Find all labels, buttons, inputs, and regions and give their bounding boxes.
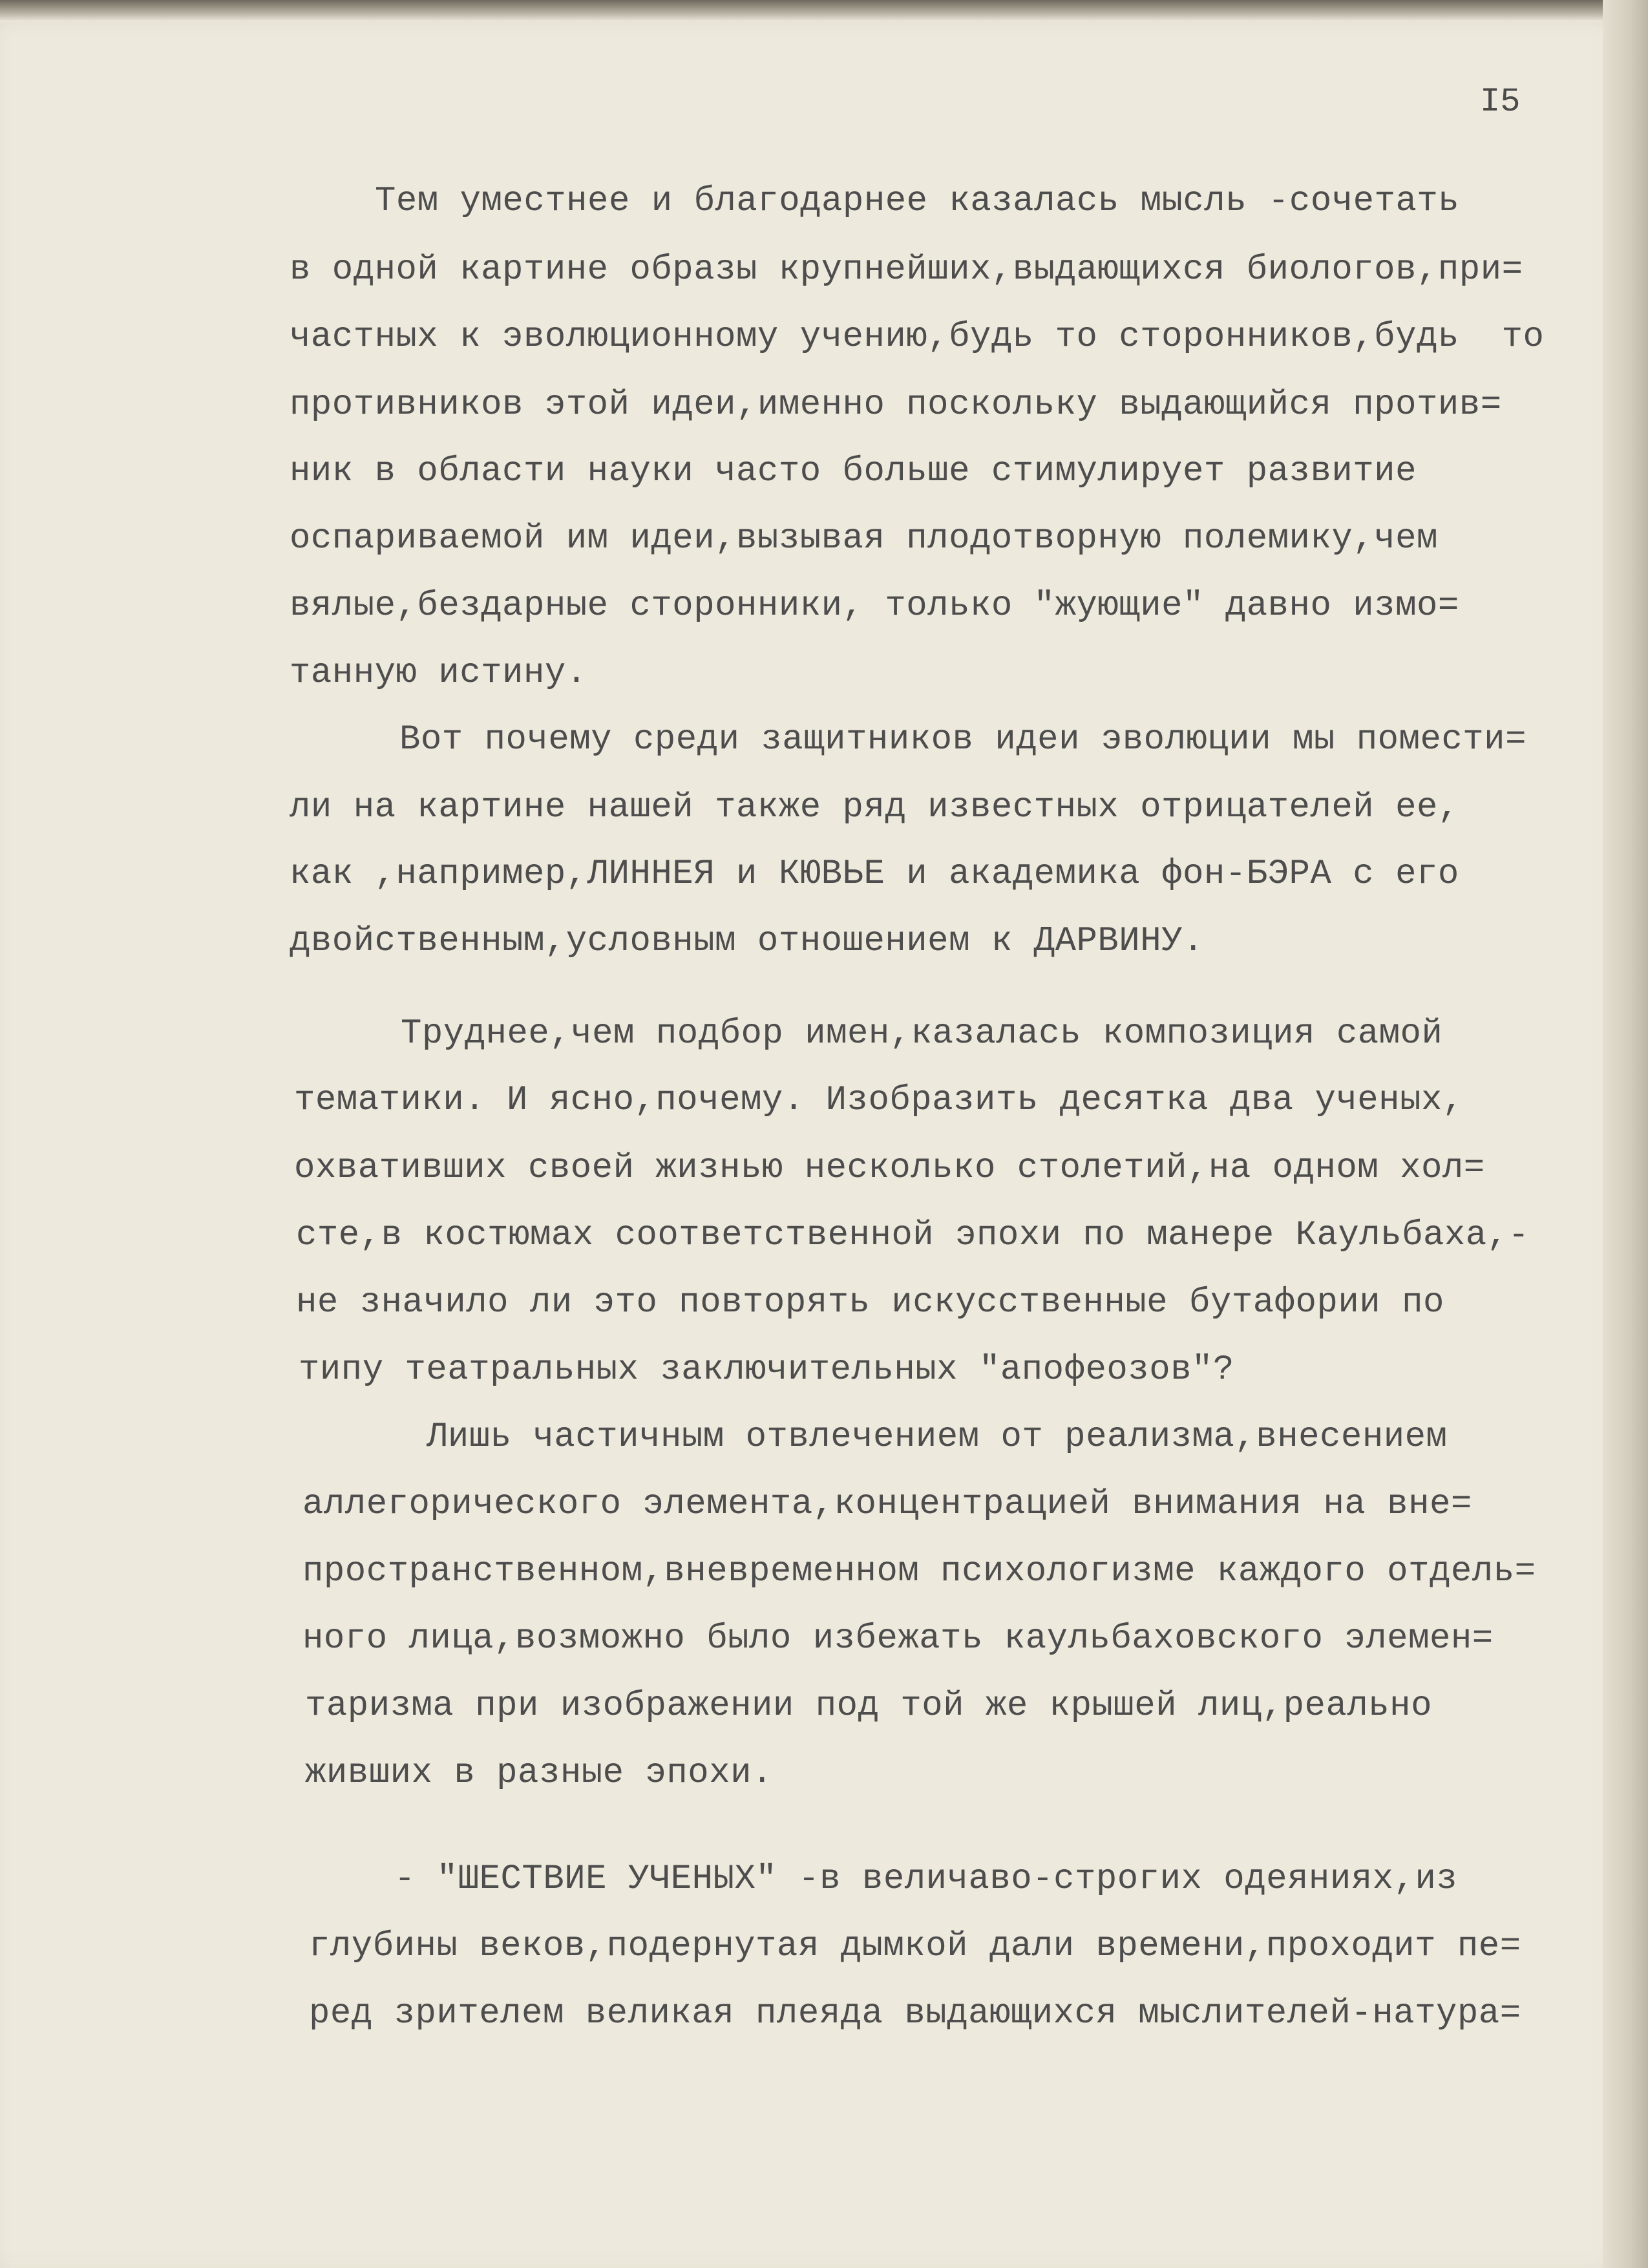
- text-line: не значило ли это повторять искусственные бутафории по: [296, 1283, 1444, 1322]
- text-line: ного лица,возможно было избежать каульбаховского элемен=: [302, 1619, 1494, 1659]
- text-line: двойственным,условным отношением к ДАРВИНУ.: [290, 922, 1204, 961]
- text-line: в одной картине образы крупнейших,выдающихся биологов,при=: [290, 250, 1523, 290]
- page-number: I5: [1480, 83, 1521, 121]
- text-line: ред зрителем великая плеяда выдающихся мыслителей-натура=: [309, 1994, 1521, 2033]
- text-line: пространственном,вневременном психологизме каждого отдель=: [302, 1552, 1536, 1591]
- text-line: Труднее,чем подбор имен,казалась композиция самой: [401, 1014, 1443, 1054]
- page-right-edge: [1603, 0, 1648, 2268]
- text-line: аллегорического элемента,концентрацией внимания на вне=: [302, 1485, 1472, 1524]
- text-line: тематики. И ясно,почему. Изобразить десятка два ученых,: [294, 1081, 1464, 1120]
- text-line: сте,в костюмах соответственной эпохи по манере Каульбаха,-: [296, 1216, 1530, 1255]
- page-top-edge: [0, 0, 1648, 22]
- text-line: живших в разные эпохи.: [305, 1754, 773, 1793]
- text-line: охвативших своей жизнью несколько столетий,на одном хол=: [294, 1149, 1485, 1188]
- text-line: таризма при изображении под той же крышей лиц,реально: [305, 1686, 1432, 1726]
- text-line: танную истину.: [290, 653, 587, 693]
- text-line: Вот почему среди защитников идеи эволюции мы помести=: [399, 720, 1527, 759]
- text-line: вялые,бездарные сторонники, только "жующие" давно измо=: [290, 586, 1459, 626]
- text-line: глубины веков,подернутая дымкой дали времени,проходит пе=: [309, 1927, 1521, 1966]
- text-line: частных к эволюционному учению,будь то сторонников,будь то: [290, 317, 1545, 357]
- text-line: противников этой идеи,именно поскольку выдающийся против=: [290, 385, 1502, 425]
- text-line: как ,например,ЛИННЕЯ и КЮВЬЕ и академика фон-БЭРА с его: [290, 854, 1459, 894]
- text-line: Лишь частичным отвлечением от реализма,внесением: [427, 1417, 1448, 1457]
- text-line: типу театральных заключительных "апофеозов"?: [299, 1350, 1234, 1390]
- text-line: ник в области науки часто больше стимулирует развитие: [290, 452, 1417, 491]
- text-line: Тем уместнее и благодарнее казалась мысль -сочетать: [375, 182, 1460, 221]
- text-line: - "ШЕСТВИЕ УЧЕНЫХ" -в величаво-строгих одеяниях,из: [394, 1860, 1458, 1899]
- text-line: ли на картине нашей также ряд известных отрицателей ее,: [290, 788, 1459, 827]
- text-line: оспариваемой им идеи,вызывая плодотворную полемику,чем: [290, 519, 1438, 558]
